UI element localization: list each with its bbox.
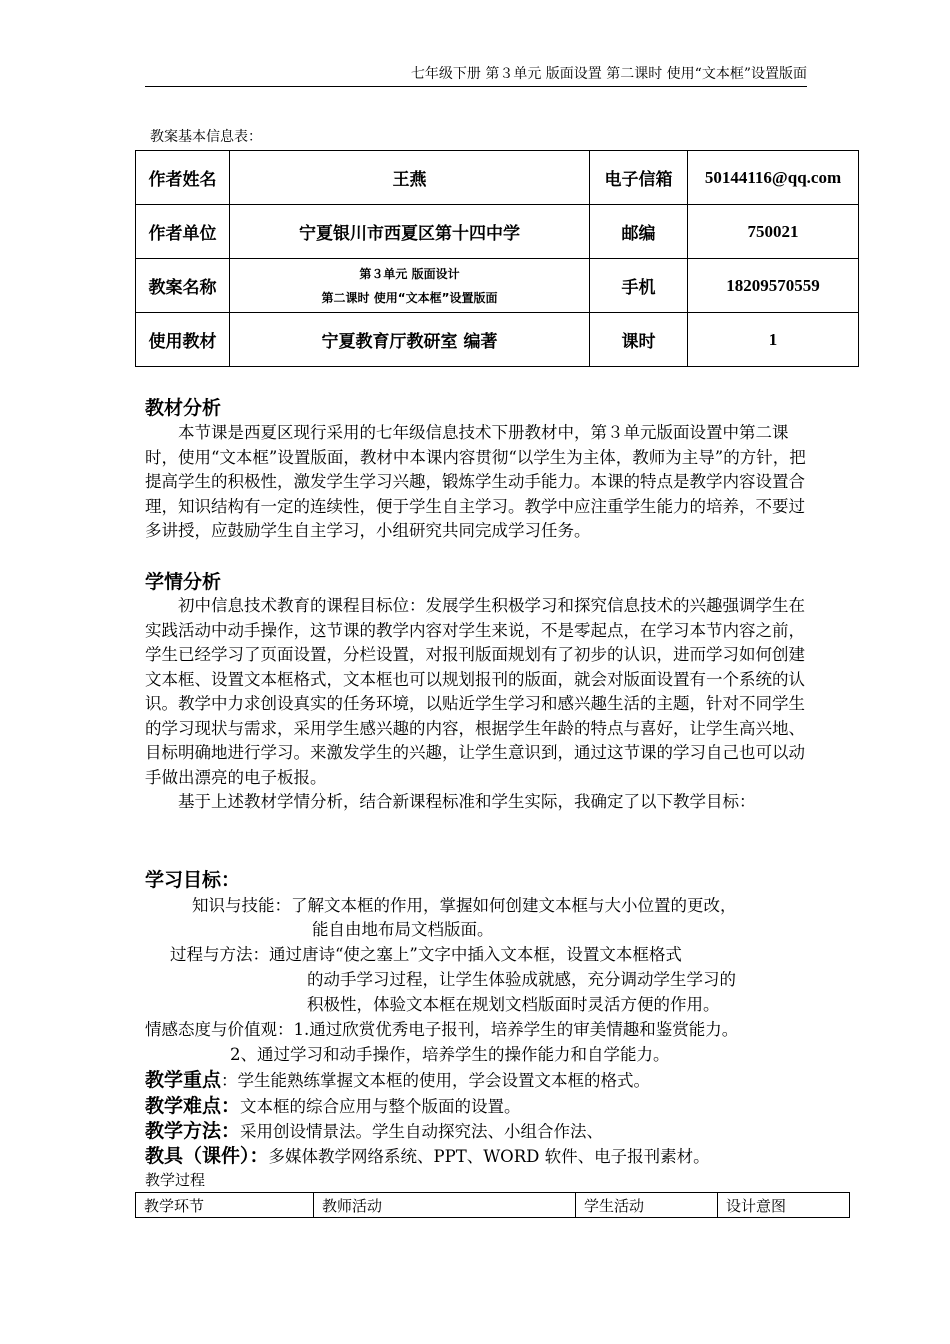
goal-emotion-line1: 情感态度与价值观：1.通过欣赏优秀电子报刊，培养学生的审美情趣和鉴赏能力。 — [145, 1020, 739, 1039]
method-label: 教学方法： — [145, 1120, 241, 1142]
info-value — [230, 259, 590, 313]
info-label: 作者姓名 — [136, 151, 230, 205]
table-row — [136, 313, 859, 367]
teaching-tools — [145, 1144, 710, 1169]
table-row — [136, 151, 859, 205]
tools-text: 多媒体教学网络系统、PPT、WORD 软件、电子报刊素材。 — [268, 1147, 710, 1166]
teaching-method — [145, 1119, 603, 1144]
page-header: 七年级下册 第３单元 版面设置 第二课时 使用“文本框”设置版面 — [410, 66, 807, 82]
method-text: 采用创设情景法。学生自动探究法、小组合作法、 — [240, 1122, 604, 1141]
goal-process-line2: 的动手学习过程，让学生体验成就感，充分调动学生学习的 — [307, 970, 736, 989]
goal-knowledge-line2: 能自由地布局文档版面。 — [312, 920, 494, 939]
lesson-name-line2: 第二课时 使用“文本框”设置版面 — [321, 290, 498, 305]
info-label: 作者单位 — [136, 205, 230, 259]
student-analysis-text: 初中信息技术教育的课程目标位：发展学生积极学习和探究信息技术的兴趣强调学生在实践活动中动手操作，这节课的教学内容对学生来说，不是零起点，在学习本节内容之前，学生已经学习了页面设置，分栏设置，对报刊版面规划有了初步的认识，进而学习如何创建文本框、设置文本框格式，文本框也可以规划报刊的版面，就会对版面设置有一个系统的认识。教学中力求创设真实的任务环境，以贴近学生学习和感兴趣生活的主题，针对不同学生的学习现状与需求，采用学生感兴趣的内容，根据学生年龄的特点与喜好，让学生高兴地、目标明确地进行学习。来激发学生的兴趣，让学生意识到，通过这节课的学习自己也可以动手做出漂亮的电子板报。 基于上述教材学情分析，结合新课程标准和学生实际，我确定了以下教学目标： — [145, 594, 810, 815]
header-rule — [145, 86, 807, 87]
column-header: 学生活动 — [576, 1193, 718, 1218]
tools-label: 教具（课件）： — [145, 1145, 269, 1167]
goal-process-line1: 过程与方法：通过唐诗“使之塞上”文字中插入文本框，设置文本框格式 — [170, 945, 682, 964]
key-text: ：学生能熟练掌握文本框的使用，学会设置文本框的格式。 — [221, 1071, 651, 1090]
info-value: 50144116@qq.com — [688, 151, 859, 205]
goal-emotion-line2: 2、通过学习和动手操作，培养学生的操作能力和自学能力。 — [230, 1045, 670, 1064]
info-value: 18209570559 — [688, 259, 859, 313]
info-table — [135, 150, 859, 367]
key-label: 教学重点 — [145, 1069, 222, 1091]
teaching-difficulty — [145, 1094, 521, 1119]
info-label: 邮编 — [590, 205, 688, 259]
info-value: 1 — [688, 313, 859, 367]
column-header: 教师活动 — [314, 1193, 576, 1218]
goal-process-line3: 积极性，体验文本框在规划文档版面时灵活方便的作用。 — [307, 995, 720, 1014]
material-analysis-heading: 教材分析 — [145, 397, 222, 419]
info-label: 教案名称 — [136, 259, 230, 313]
info-table-caption: 教案基本信息表： — [150, 129, 262, 145]
info-value: 王燕 — [230, 151, 590, 205]
column-header: 设计意图 — [718, 1193, 850, 1218]
lesson-name-line1: 第３单元 版面设计 — [359, 266, 460, 281]
teaching-key-point — [145, 1068, 650, 1093]
learning-goals-heading: 学习目标： — [145, 869, 241, 891]
process-table — [135, 1192, 850, 1218]
process-caption: 教学过程 — [145, 1171, 206, 1189]
info-value: 宁夏教育厅教研室 编著 — [230, 313, 590, 367]
info-value: 750021 — [688, 205, 859, 259]
info-label: 使用教材 — [136, 313, 230, 367]
table-row — [136, 259, 859, 313]
info-label: 电子信箱 — [590, 151, 688, 205]
student-analysis-heading: 学情分析 — [145, 571, 222, 593]
summary-paragraph: 基于上述教材学情分析，结合新课程标准和学生实际，我确定了以下教学目标： — [178, 792, 756, 811]
info-label: 手机 — [590, 259, 688, 313]
column-header: 教学环节 — [136, 1193, 314, 1218]
difficulty-text: 文本框的综合应用与整个版面的设置。 — [240, 1097, 521, 1116]
material-analysis-text: 本节课是西夏区现行采用的七年级信息技术下册教材中，第３单元版面设置中第二课时，使用“文本框”设置版面，教材中本课内容贯彻“以学生为主体，教师为主导”的方针，把提高学生的积极性，激发学生学习兴趣，锻炼学生动手能力。本课的特点是教学内容设置合理，知识结构有一定的连续性，便于学生自主学习。教学中应注重学生能力的培养，不要过多讲授，应鼓励学生自主学习，小组研究共同完成学习任务。 — [145, 423, 806, 540]
info-value: 宁夏银川市西夏区第十四中学 — [230, 205, 590, 259]
info-label: 课时 — [590, 313, 688, 367]
table-row — [136, 205, 859, 259]
table-header-row — [136, 1193, 850, 1218]
goal-knowledge-line1: 知识与技能：了解文本框的作用，掌握如何创建文本框与大小位置的更改， — [192, 896, 737, 915]
difficulty-label: 教学难点： — [145, 1095, 241, 1117]
